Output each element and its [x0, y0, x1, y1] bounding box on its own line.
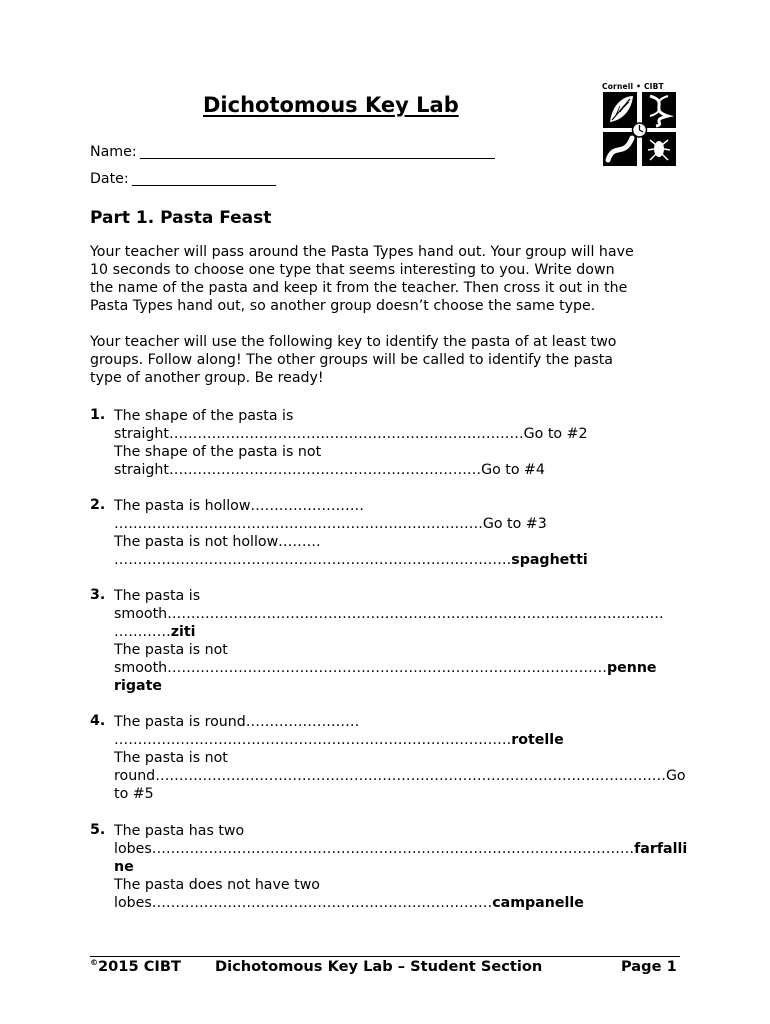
paragraph-line: 10 seconds to choose one type that seems interesting to you. Write down	[90, 262, 615, 278]
key-line: smooth…………………………………………………………………………………penne	[114, 660, 657, 676]
section-heading: Part 1. Pasta Feast	[90, 208, 272, 228]
cornell-cibt-logo	[600, 82, 680, 168]
key-line: …………………………………………………………………………rotelle	[114, 732, 564, 748]
key-line: The shape of the pasta is not	[114, 444, 322, 460]
step-number: 3.	[90, 587, 106, 603]
key-line: The pasta does not have two	[114, 877, 320, 893]
name-field[interactable]	[140, 158, 495, 159]
key-line: The pasta is	[114, 588, 201, 604]
footer-title: Dichotomous Key Lab – Student Section	[215, 958, 543, 975]
key-line: The pasta is hollow……………………	[114, 498, 364, 514]
key-line: straight…………………………………………………………………Go to #2	[114, 426, 588, 442]
logo-graphic-icon	[600, 82, 680, 168]
key-line: to #5	[114, 786, 154, 802]
footer-copyright: ©2015 CIBT	[90, 958, 181, 975]
key-line: rigate	[114, 678, 162, 694]
key-line: lobes………………………………………………………………campanelle	[114, 895, 584, 911]
key-line: The shape of the pasta is	[114, 408, 294, 424]
step-number: 1.	[90, 407, 106, 423]
step-number: 2.	[90, 497, 106, 513]
key-line: lobes…………………………………………………………………………………………farfalli	[114, 841, 688, 857]
key-line: smooth……………………………………………………………………………………………	[114, 606, 664, 622]
name-label: Name:	[90, 144, 137, 160]
paragraph-line: Your teacher will use the following key to identify the pasta of at least two	[90, 334, 617, 350]
key-line: straight…………………………………………………………Go to #4	[114, 462, 545, 478]
paragraph-line: the name of the pasta and keep it from the teacher. Then cross it out in the	[90, 280, 628, 296]
key-line: The pasta is not	[114, 642, 228, 658]
logo-text: Cornell • CIBT	[602, 82, 664, 91]
key-line: The pasta is round……………………	[114, 714, 360, 730]
footer-divider	[90, 956, 680, 957]
key-line: The pasta is not	[114, 750, 228, 766]
page-number: Page 1	[621, 958, 677, 975]
paragraph-line: type of another group. Be ready!	[90, 370, 324, 386]
paragraph-line: groups. Follow along! The other groups will be called to identify the pasta	[90, 352, 613, 368]
key-line: The pasta has two	[114, 823, 245, 839]
paragraph-line: Your teacher will pass around the Pasta Types hand out. Your group will have	[90, 244, 634, 260]
step-number: 4.	[90, 713, 106, 729]
paragraph-line: Pasta Types hand out, so another group doesn’t choose the same type.	[90, 298, 596, 314]
page-title: Dichotomous Key Lab	[203, 93, 459, 117]
key-line: …………………………………………………………………………spaghetti	[114, 552, 588, 568]
date-label: Date:	[90, 171, 129, 187]
instructions-paragraph-2	[90, 333, 690, 387]
key-line: …………ziti	[114, 624, 196, 640]
key-line: The pasta is not hollow………	[114, 534, 321, 550]
key-line: ……………………………………………………………………Go to #3	[114, 516, 547, 532]
instructions-paragraph-1	[90, 243, 690, 315]
key-line: round………………………………………………………………………………………………Go	[114, 768, 686, 784]
date-field[interactable]	[132, 185, 276, 186]
key-line: ne	[114, 859, 134, 875]
step-number: 5.	[90, 822, 106, 838]
